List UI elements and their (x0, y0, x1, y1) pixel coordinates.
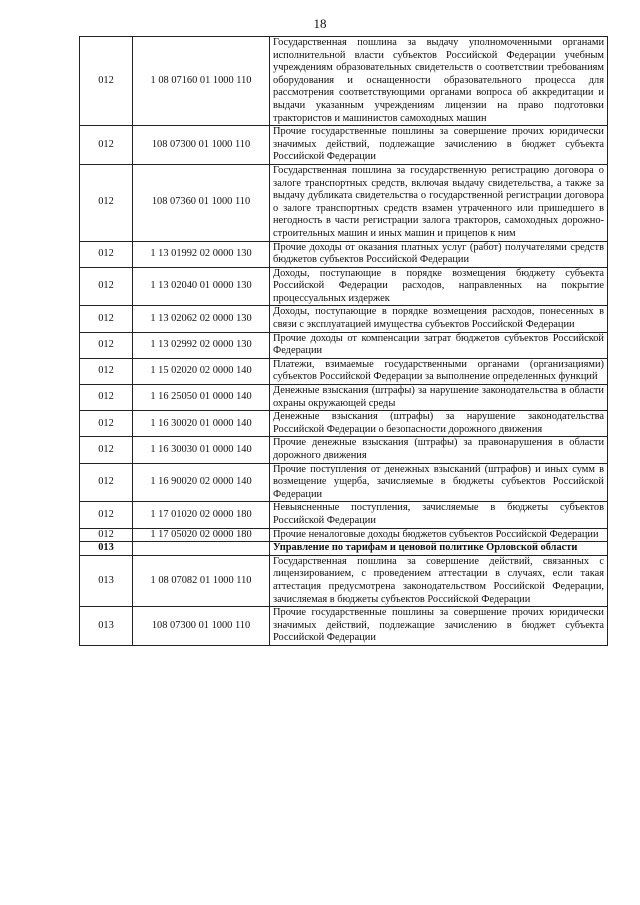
admin-code-cell: 012 (80, 164, 133, 241)
revenue-description-cell: Прочие доходы от оказания платных услуг (работ) получателями средств бюджетов субъектов Российской Федерации (270, 241, 608, 267)
table-row (80, 267, 608, 306)
budget-classification-code-cell: 1 08 07160 01 1000 110 (133, 37, 270, 126)
admin-code-cell: 012 (80, 385, 133, 411)
admin-code-cell: 012 (80, 528, 133, 542)
admin-code-cell: 012 (80, 267, 133, 306)
budget-classification-code-cell: 108 07360 01 1000 110 (133, 164, 270, 241)
admin-code-cell: 012 (80, 358, 133, 384)
revenue-description-cell: Управление по тарифам и ценовой политике Орловской области (270, 542, 608, 556)
admin-code-cell: 012 (80, 502, 133, 528)
budget-classification-code-cell: 1 13 02062 02 0000 130 (133, 306, 270, 332)
table-row (80, 332, 608, 358)
table-body (80, 37, 608, 646)
table-row (80, 502, 608, 528)
admin-code-cell: 012 (80, 37, 133, 126)
budget-classification-code-cell: 1 16 90020 02 0000 140 (133, 463, 270, 502)
table-row (80, 528, 608, 542)
admin-code-cell: 013 (80, 542, 133, 556)
admin-code-cell: 012 (80, 437, 133, 463)
budget-classification-code-cell: 108 07300 01 1000 110 (133, 607, 270, 646)
budget-classification-code-cell: 1 13 02040 01 0000 130 (133, 267, 270, 306)
revenue-description-cell: Денежные взыскания (штрафы) за нарушение законодательства в области охраны окружающей среды (270, 385, 608, 411)
budget-classification-code-cell: 1 13 02992 02 0000 130 (133, 332, 270, 358)
revenue-description-cell: Прочие государственные пошлины за совершение прочих юридически значимых действий, подлежащие зачислению в бюджет субъекта Российской Федерации (270, 126, 608, 165)
admin-code-cell: 012 (80, 241, 133, 267)
table-row (80, 463, 608, 502)
table-row (80, 37, 608, 126)
admin-code-cell: 012 (80, 332, 133, 358)
table-row (80, 164, 608, 241)
budget-classification-code-cell: 1 17 01020 02 0000 180 (133, 502, 270, 528)
page-number: 18 (313, 16, 327, 31)
section-header-row (80, 542, 608, 556)
budget-classification-code-cell: 1 16 25050 01 0000 140 (133, 385, 270, 411)
revenue-description-cell: Прочие государственные пошлины за совершение прочих юридически значимых действий, подлежащие зачислению в бюджет субъекта Российской Федерации (270, 607, 608, 646)
revenue-description-cell: Прочие денежные взыскания (штрафы) за правонарушения в области дорожного движения (270, 437, 608, 463)
budget-classification-code-cell: 108 07300 01 1000 110 (133, 126, 270, 165)
table-row (80, 607, 608, 646)
budget-classification-code-cell (133, 542, 270, 556)
table-row (80, 411, 608, 437)
admin-code-cell: 012 (80, 463, 133, 502)
table-row (80, 385, 608, 411)
revenue-code-table (79, 36, 608, 646)
budget-classification-code-cell: 1 17 05020 02 0000 180 (133, 528, 270, 542)
table-row (80, 358, 608, 384)
budget-classification-code-cell: 1 16 30030 01 0000 140 (133, 437, 270, 463)
admin-code-cell: 013 (80, 607, 133, 646)
revenue-description-cell: Прочие неналоговые доходы бюджетов субъектов Российской Федерации (270, 528, 608, 542)
revenue-description-cell: Доходы, поступающие в порядке возмещения расходов, понесенных в связи с эксплуатацией имущества субъектов Российской Федерации (270, 306, 608, 332)
revenue-description-cell: Государственная пошлина за государственную регистрацию договора о залоге транспортных средств, включая выдачу свидетельства, а также за выдачу дубликата свидетельства о государственной регистрации договора о залоге транспортных средств взамен утраченного или пришедшего в негодность в части регистрации залога тракторов, самоходных дорожно-строительных машин и иных машин и прицепов к ним (270, 164, 608, 241)
budget-classification-code-cell: 1 15 02020 02 0000 140 (133, 358, 270, 384)
revenue-description-cell: Доходы, поступающие в порядке возмещения бюджету субъекта Российской Федерации расходов, направленных на покрытие процессуальных издержек (270, 267, 608, 306)
budget-classification-code-cell: 1 08 07082 01 1000 110 (133, 555, 270, 606)
table-row (80, 437, 608, 463)
revenue-description-cell: Платежи, взимаемые государственными органами (организациями) субъектов Российской Федерации за выполнение определенных функций (270, 358, 608, 384)
revenue-description-cell: Прочие доходы от компенсации затрат бюджетов субъектов Российской Федерации (270, 332, 608, 358)
table-row (80, 306, 608, 332)
admin-code-cell: 012 (80, 411, 133, 437)
budget-classification-code-cell: 1 13 01992 02 0000 130 (133, 241, 270, 267)
table-row (80, 241, 608, 267)
revenue-description-cell: Денежные взыскания (штрафы) за нарушение законодательства Российской Федерации о безопасности дорожного движения (270, 411, 608, 437)
revenue-description-cell: Государственная пошлина за совершение действий, связанных с лицензированием, с проведением аттестации в случаях, если такая аттестация предусмотрена законодательством Российской Федерации, зачисляемая в бюджеты субъектов Российской Федерации (270, 555, 608, 606)
revenue-description-cell: Государственная пошлина за выдачу уполномоченными органами исполнительной власти субъектов Российской Федерации учебным учреждениям образовательных свидетельств о соответствии требованиям оборудования и оснащенности образовательного процесса для рассмотрения соответствующими органами вопроса об аккредитации и выдачи указанным учреждениям лицензии на право подготовки трактористов и машинистов самоходных машин (270, 37, 608, 126)
admin-code-cell: 012 (80, 126, 133, 165)
admin-code-cell: 012 (80, 306, 133, 332)
revenue-description-cell: Невыясненные поступления, зачисляемые в бюджеты субъектов Российской Федерации (270, 502, 608, 528)
budget-classification-code-cell: 1 16 30020 01 0000 140 (133, 411, 270, 437)
table-row (80, 555, 608, 606)
revenue-description-cell: Прочие поступления от денежных взысканий (штрафов) и иных сумм в возмещение ущерба, зачисляемые в бюджеты субъектов Российской Федерации (270, 463, 608, 502)
admin-code-cell: 013 (80, 555, 133, 606)
table-row (80, 126, 608, 165)
